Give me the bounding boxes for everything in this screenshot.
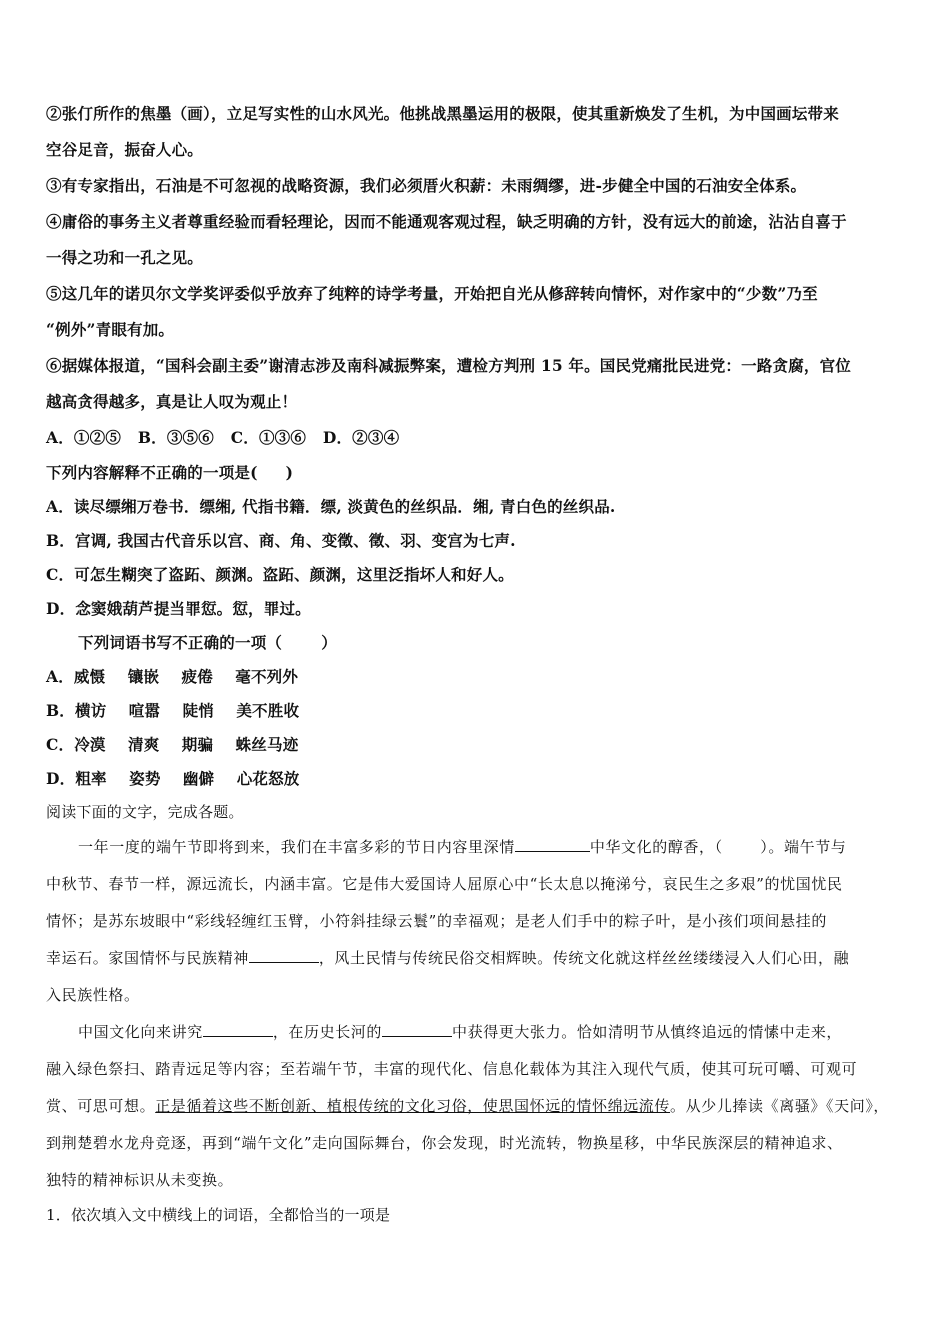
sentence-5-line-2: “例外”青眼有加。 <box>46 320 175 339</box>
passage-line: 融入绿色祭扫、踏青远足等内容；至若端午节，丰富的现代化、信息化载体为其注入现代气质，使其可玩可嚼、可观可 <box>46 1060 858 1078</box>
sentence-5-line-1: ⑤这几年的诺贝尔文学奖评委似乎放弃了纯粹的诗学考量，开始把自光从修辞转向情怀，对作家中的“少数”乃至 <box>46 284 818 303</box>
passage-line: 幸运石。家国情怀与民族精神 ，风土民情与传统民俗交相辉映。传统文化就这样丝丝缕缕浸入人们心田，融 <box>46 949 850 967</box>
explain-option-b: B．宫调, 我国古代音乐以宫、商、角、变徵、徵、羽、变宫为七声. <box>46 531 516 550</box>
explain-option-c: C．可怎生糊突了盗跖、颜渊。盗跖、颜渊，这里泛指坏人和好人。 <box>46 565 514 584</box>
fill-blank-3 <box>203 1022 273 1037</box>
spelling-option-d: D．粗率 姿势 幽僻 心花怒放 <box>46 769 300 788</box>
explain-question-stem: 下列内容解释不正确的一项是( ) <box>46 463 294 482</box>
sentence-3: ③有专家指出，石油是不可忽视的战略资源，我们必须厝火积薪：未雨绸缪，进-步健全中国的石油安全体系。 <box>46 176 807 195</box>
spelling-option-b: B．横访 喧嚣 陡悄 美不胜收 <box>46 701 300 720</box>
passage-line: 入民族性格。 <box>46 986 140 1004</box>
sentence-4-line-1: ④庸俗的事务主义者尊重经验而看轻理论，因而不能通观客观过程，缺乏明确的方针，没有远大的前途，沾沾自喜于 <box>46 212 847 231</box>
passage-line: 到荆楚碧水龙舟竞逐，再到“端午文化”走向国际舞台，你会发现，时光流转，物换星移，中华民族深层的精神追求、 <box>46 1134 843 1152</box>
passage-line: 情怀；是苏东坡眼中“彩线轻缠红玉臂，小符斜挂绿云鬟”的幸福观；是老人们手中的粽子叶，是小孩们项间悬挂的 <box>46 912 827 930</box>
sentence-2-line-2: 空谷足音，振奋人心。 <box>46 140 204 159</box>
fill-blank-1 <box>515 837 590 852</box>
passage-line: 独特的精神标识从未变换。 <box>46 1171 234 1189</box>
spelling-option-a: A．威慑 镶嵌 疲倦 毫不列外 <box>46 667 299 686</box>
passage-line: 一年一度的端午节即将到来，我们在丰富多彩的节日内容里深情 中华文化的醇香，（ ）。端午节与 <box>78 838 847 856</box>
explain-option-d: D．念窦娥葫芦提当罪愆。愆，罪过。 <box>46 599 311 618</box>
fill-blank-2 <box>249 948 319 963</box>
explain-option-a: A．读尽缥缃万卷书．缥缃, 代指书籍．缥, 淡黄色的丝织品．缃, 青白色的丝织品. <box>46 497 616 516</box>
reading-instruction: 阅读下面的文字，完成各题。 <box>46 803 244 821</box>
passage-line: 赏、可思可想。正是循着这些不断创新、植根传统的文化习俗，使思国怀远的情怀绵远流传。从少儿捧读《离骚》《天问》， <box>46 1097 890 1115</box>
sentence-4-line-2: 一得之功和一孔之见。 <box>46 248 204 267</box>
sentence-2-line-1: ②张仃所作的焦墨（画），立足写实性的山水风光。他挑战黑墨运用的极限，使其重新焕发了生机，为中国画坛带来 <box>46 104 839 123</box>
sentence-6-line-1: ⑥据媒体报道，“国科会副主委”谢清志涉及南科减振弊案，遭检方判刑 15 年。国民党痛批民进党：一路贪腐，官位 <box>46 356 851 375</box>
passage-line: 中国文化向来讲究 ，在历史长河的 中获得更大张力。恰如清明节从慎终追远的情愫中走来， <box>78 1023 843 1041</box>
underlined-sentence: 正是循着这些不断创新、植根传统的文化习俗，使思国怀远的情怀绵远流传 <box>155 1097 671 1115</box>
passage-line: 中秋节、春节一样，源远流长，内涵丰富。它是伟大爱国诗人屈原心中“长太息以掩涕兮，哀民生之多艰”的忧国忧民 <box>46 875 843 893</box>
sentence-6-line-2: 越高贪得越多，真是让人叹为观止！ <box>46 392 298 411</box>
question-1: 1．依次填入文中横线上的词语，全都恰当的一项是 <box>46 1206 391 1224</box>
spelling-option-c: C．冷漠 清爽 期骗 蛛丝马迹 <box>46 735 299 754</box>
spelling-question-stem: 下列词语书写不正确的一项（ ） <box>78 633 337 652</box>
fill-blank-4 <box>382 1022 452 1037</box>
answer-options: A．①②⑤ B．③⑤⑥ C．①③⑥ D．②③④ <box>46 428 400 447</box>
